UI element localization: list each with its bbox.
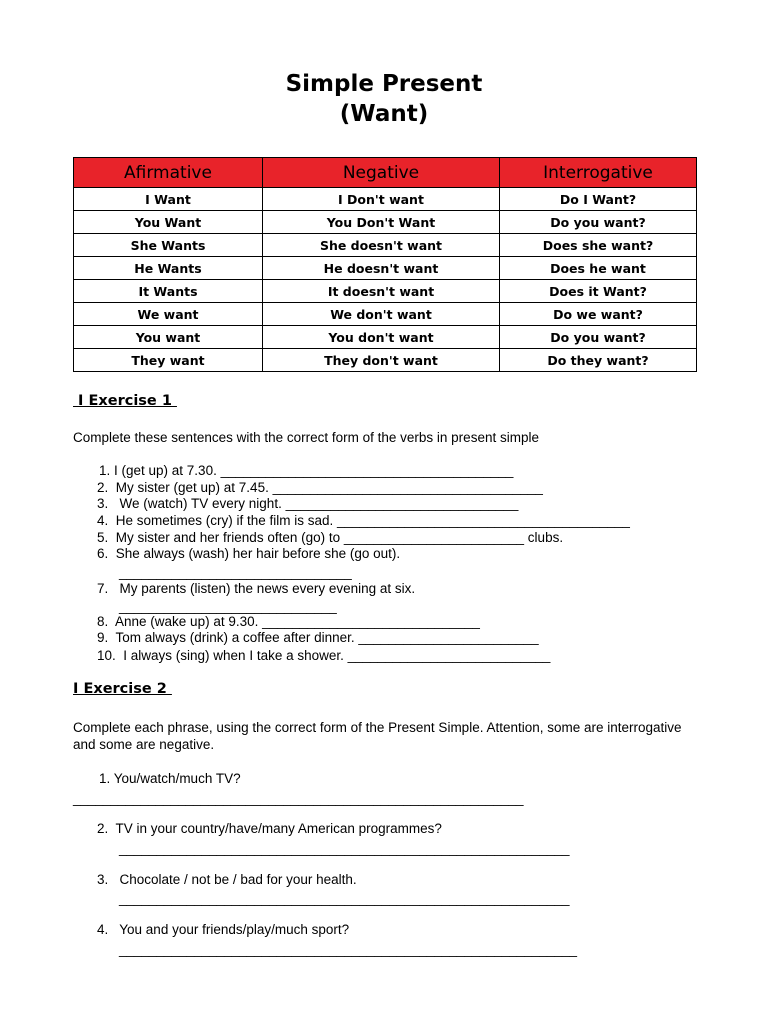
exercise2-item: 2. TV in your country/have/many American programmes? bbox=[97, 821, 442, 836]
interrogative-cell: Does it Want? bbox=[500, 280, 697, 303]
negative-cell: She doesn't want bbox=[263, 234, 500, 257]
table-row bbox=[74, 257, 697, 280]
exercise1-item: 6. She always (wash) her hair before she (go out). bbox=[97, 546, 401, 561]
affirmative-cell: He Wants bbox=[74, 257, 263, 280]
exercise1-item: 9. Tom always (drink) a coffee after dinner. ________________________ bbox=[97, 630, 539, 645]
exercise1-answer-line: _______________________________ bbox=[119, 565, 352, 580]
exercise2-instruction: Complete each phrase, using the correct form of the Present Simple. Attention, some are interrogative and some are negative. bbox=[73, 720, 682, 752]
negative-cell: It doesn't want bbox=[263, 280, 500, 303]
conjugation-table bbox=[73, 157, 697, 372]
affirmative-cell: We want bbox=[74, 303, 263, 326]
affirmative-cell: You want bbox=[74, 326, 263, 349]
affirmative-cell: You Want bbox=[74, 211, 263, 234]
table-row bbox=[74, 303, 697, 326]
negative-cell: You Don't Want bbox=[263, 211, 500, 234]
interrogative-cell: Does she want? bbox=[500, 234, 697, 257]
interrogative-cell: Do I Want? bbox=[500, 188, 697, 211]
exercise2-item: 3. Chocolate / not be / bad for your health. bbox=[97, 872, 357, 887]
affirmative-cell: I Want bbox=[74, 188, 263, 211]
exercise2-item: 1. You/watch/much TV? bbox=[99, 771, 241, 786]
negative-cell: You don't want bbox=[263, 326, 500, 349]
table-row bbox=[74, 188, 697, 211]
negative-cell: He doesn't want bbox=[263, 257, 500, 280]
negative-cell: They don't want bbox=[263, 349, 500, 372]
interrogative-cell: Does he want bbox=[500, 257, 697, 280]
header-interrogative: Interrogative bbox=[500, 158, 697, 188]
exercise2-item: 4. You and your friends/play/much sport? bbox=[97, 922, 350, 937]
header-affirmative: Afirmative bbox=[74, 158, 263, 188]
table-header-row bbox=[74, 158, 697, 188]
exercise1-item: 7. My parents (listen) the news every evening at six. bbox=[97, 581, 416, 596]
table-row bbox=[74, 280, 697, 303]
table-row bbox=[74, 211, 697, 234]
interrogative-cell: Do they want? bbox=[500, 349, 697, 372]
page-subtitle: (Want) bbox=[339, 101, 429, 127]
exercise1-item: 5. My sister and her friends often (go) to ________________________ clubs. bbox=[97, 530, 564, 545]
affirmative-cell: She Wants bbox=[74, 234, 263, 257]
negative-cell: I Don't want bbox=[263, 188, 500, 211]
exercise2-answer-line: ____________________________________________________________ bbox=[119, 891, 570, 906]
exercise1-item: 1. I (get up) at 7.30. _______________________________________ bbox=[99, 463, 514, 478]
exercise2-answer-line: ____________________________________________________________ bbox=[73, 791, 524, 806]
exercise1-answer-line: _____________________________ bbox=[119, 599, 337, 614]
interrogative-cell: Do you want? bbox=[500, 326, 697, 349]
exercise1-item: 3. We (watch) TV every night. _______________________________ bbox=[97, 496, 519, 511]
header-negative: Negative bbox=[263, 158, 500, 188]
affirmative-cell: They want bbox=[74, 349, 263, 372]
exercise1-item: 4. He sometimes (cry) if the film is sad. _______________________________________ bbox=[97, 513, 630, 528]
exercise1-instruction: Complete these sentences with the correct form of the verbs in present simple bbox=[73, 430, 539, 445]
exercise1-item: 2. My sister (get up) at 7.45. ____________________________________ bbox=[97, 480, 543, 495]
exercise2-heading: I Exercise 2 bbox=[73, 681, 172, 697]
table-row bbox=[74, 234, 697, 257]
interrogative-cell: Do we want? bbox=[500, 303, 697, 326]
table-row bbox=[74, 349, 697, 372]
exercise1-item: 10. I always (sing) when I take a shower. ___________________________ bbox=[97, 648, 551, 663]
exercise2-answer-line: ____________________________________________________________ bbox=[119, 841, 570, 856]
interrogative-cell: Do you want? bbox=[500, 211, 697, 234]
exercise1-item: 8. Anne (wake up) at 9.30. _____________________________ bbox=[97, 614, 480, 629]
exercise2-answer-line: _____________________________________________________________ bbox=[119, 942, 577, 957]
table-row bbox=[74, 326, 697, 349]
page-title: Simple Present bbox=[285, 71, 483, 97]
affirmative-cell: It Wants bbox=[74, 280, 263, 303]
negative-cell: We don't want bbox=[263, 303, 500, 326]
exercise1-heading: I Exercise 1 bbox=[73, 393, 177, 409]
